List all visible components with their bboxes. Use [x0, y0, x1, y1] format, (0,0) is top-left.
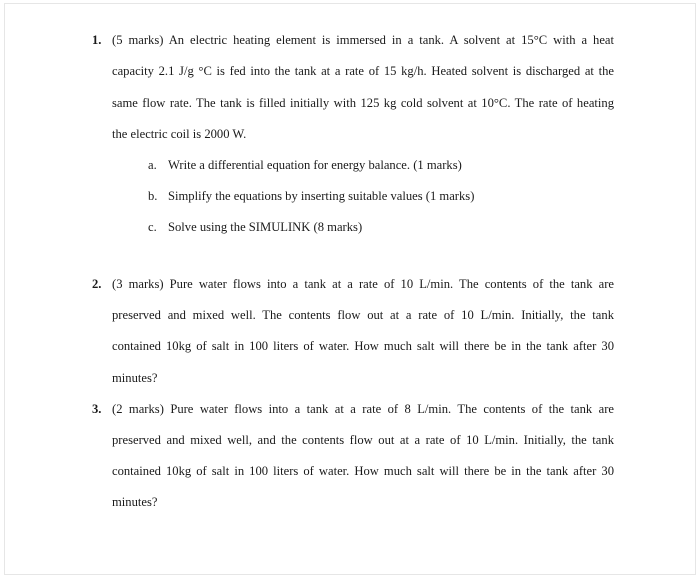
- question-2-number: 2.: [92, 277, 102, 291]
- question-1-line-1: (5 marks) An electric heating element is immersed in a tank. A solvent at 15°C with a heat: [112, 33, 614, 47]
- question-2-line-4: minutes?: [112, 371, 158, 385]
- question-2-line-1: (3 marks) Pure water flows into a tank at a rate of 10 L/min. The contents of the tank are: [112, 277, 614, 291]
- question-3-line-1: (2 marks) Pure water flows into a tank at a rate of 8 L/min. The contents of the tank are: [112, 402, 614, 416]
- question-1-number: 1.: [92, 33, 102, 47]
- question-1-line-3: same flow rate. The tank is filled initially with 125 kg cold solvent at 10°C. The rate of heating: [112, 96, 614, 110]
- question-1c-letter: c.: [148, 220, 157, 234]
- question-1-line-4: the electric coil is 2000 W.: [112, 127, 247, 141]
- question-3-number: 3.: [92, 402, 102, 416]
- question-1b-letter: b.: [148, 189, 158, 203]
- question-1-line-2: capacity 2.1 J/g °C is fed into the tank at a rate of 15 kg/h. Heated solvent is discharged at the: [112, 64, 614, 78]
- question-1b-text: Simplify the equations by inserting suitable values (1 marks): [168, 189, 475, 203]
- question-3-line-2: preserved and mixed well, and the contents flow out at a rate of 10 L/min. Initially, the tank: [112, 433, 614, 447]
- question-1a-letter: a.: [148, 158, 157, 172]
- question-2-line-3: contained 10kg of salt in 100 liters of water. How much salt will there be in the tank after 30: [112, 339, 614, 353]
- question-1c-text: Solve using the SIMULINK (8 marks): [168, 220, 363, 234]
- question-2-line-2: preserved and mixed well. The contents flow out at a rate of 10 L/min. Initially, the tank: [112, 308, 614, 322]
- question-3-line-3: contained 10kg of salt in 100 liters of water. How much salt will there be in the tank after 30: [112, 464, 614, 478]
- question-1a-text: Write a differential equation for energy balance. (1 marks): [168, 158, 462, 172]
- question-3-line-4: minutes?: [112, 495, 158, 509]
- document-page: [4, 3, 696, 575]
